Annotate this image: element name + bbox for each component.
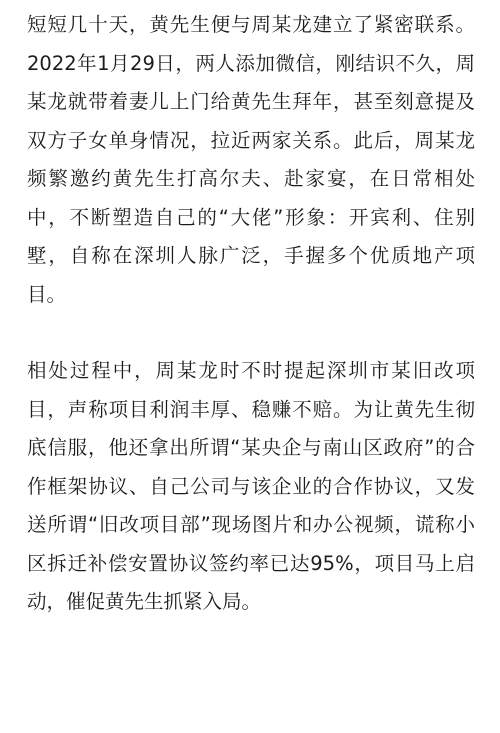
article-body bbox=[27, 6, 475, 622]
article-paragraph-2: 相处过程中，周某龙时不时提起深圳市某旧改项目，声称项目利润丰厚、稳赚不赔。为让黄先生彻底信服，他还拿出所谓“某央企与南山区政府”的合作框架协议、自己公司与该企业的合作协议，又发送所谓“旧改项目部”现场图片和办公视频，谎称小区拆迁补偿安置协议签约率已达95%，项目马上启动，催促黄先生抓紧入局。 bbox=[27, 359, 475, 613]
article-paragraph-1: 短短几十天，黄先生便与周某龙建立了紧密联系。2022年1月29日，两人添加微信，刚结识不久，周某龙就带着妻儿上门给黄先生拜年，甚至刻意提及双方子女单身情况，拉近两家关系。此后，周某龙频繁邀约黄先生打高尔夫、赴家宴，在日常相处中，不断塑造自己的“大佬”形象：开宾利、住别墅，自称在深圳人脉广泛，手握多个优质地产项目。 bbox=[27, 13, 475, 306]
